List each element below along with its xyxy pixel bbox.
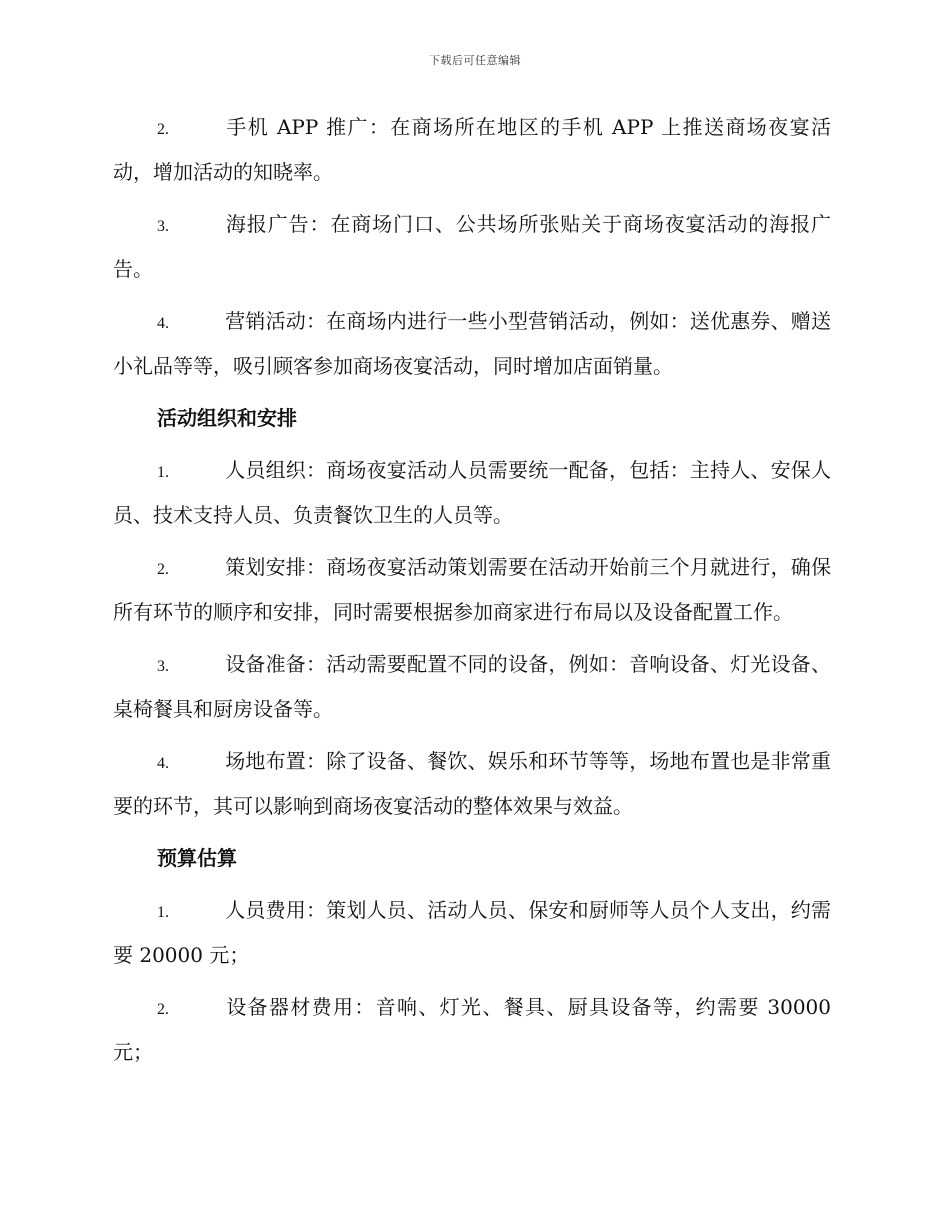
list-item bbox=[113, 449, 831, 537]
item-number: 1. bbox=[157, 904, 169, 921]
item-text: 海报广告：在商场门口、公共场所张贴关于商场夜宴活动的海报广告。 bbox=[113, 212, 831, 281]
item-text: 设备器材费用：音响、灯光、餐具、厨具设备等，约需要 30000 元； bbox=[113, 995, 831, 1064]
list-item bbox=[113, 203, 831, 291]
item-number: 4. bbox=[157, 755, 169, 772]
item-number: 2. bbox=[157, 1001, 169, 1018]
list-item bbox=[113, 106, 831, 194]
section-heading: 预算估算 bbox=[157, 846, 237, 870]
item-text: 场地布置：除了设备、餐饮、娱乐和环节等等，场地布置也是非常重要的环节，其可以影响到商场夜宴活动的整体效果与效益。 bbox=[113, 749, 831, 818]
item-text: 设备准备：活动需要配置不同的设备，例如：音响设备、灯光设备、桌椅餐具和厨房设备等。 bbox=[113, 652, 831, 721]
item-number: 3. bbox=[157, 658, 169, 675]
item-text: 人员组织：商场夜宴活动人员需要统一配备，包括：主持人、安保人员、技术支持人员、负责餐饮卫生的人员等。 bbox=[113, 458, 831, 527]
item-number: 1. bbox=[157, 464, 169, 481]
list-item bbox=[113, 889, 831, 977]
item-number: 2. bbox=[157, 561, 169, 578]
header-note: 下载后可任意编辑 bbox=[429, 54, 521, 67]
item-text: 策划安排：商场夜宴活动策划需要在活动开始前三个月就进行，确保所有环节的顺序和安排，同时需要根据参加商家进行布局以及设备配置工作。 bbox=[113, 555, 831, 624]
item-number: 3. bbox=[157, 218, 169, 235]
item-text: 营销活动：在商场内进行一些小型营销活动，例如：送优惠券、赠送小礼品等等，吸引顾客参加商场夜宴活动，同时增加店面销量。 bbox=[113, 309, 831, 378]
item-number: 2. bbox=[157, 121, 169, 138]
item-text: 人员费用：策划人员、活动人员、保安和厨师等人员个人支出，约需要 20000 元； bbox=[113, 898, 831, 967]
list-item bbox=[113, 643, 831, 731]
list-item bbox=[113, 300, 831, 388]
section-heading: 活动组织和安排 bbox=[157, 406, 297, 430]
list-item bbox=[113, 740, 831, 828]
document-body bbox=[113, 106, 831, 1083]
item-number: 4. bbox=[157, 315, 169, 332]
list-item bbox=[113, 546, 831, 634]
list-item bbox=[113, 986, 831, 1074]
item-text: 手机 APP 推广：在商场所在地区的手机 APP 上推送商场夜宴活动，增加活动的知晓率。 bbox=[113, 115, 831, 184]
